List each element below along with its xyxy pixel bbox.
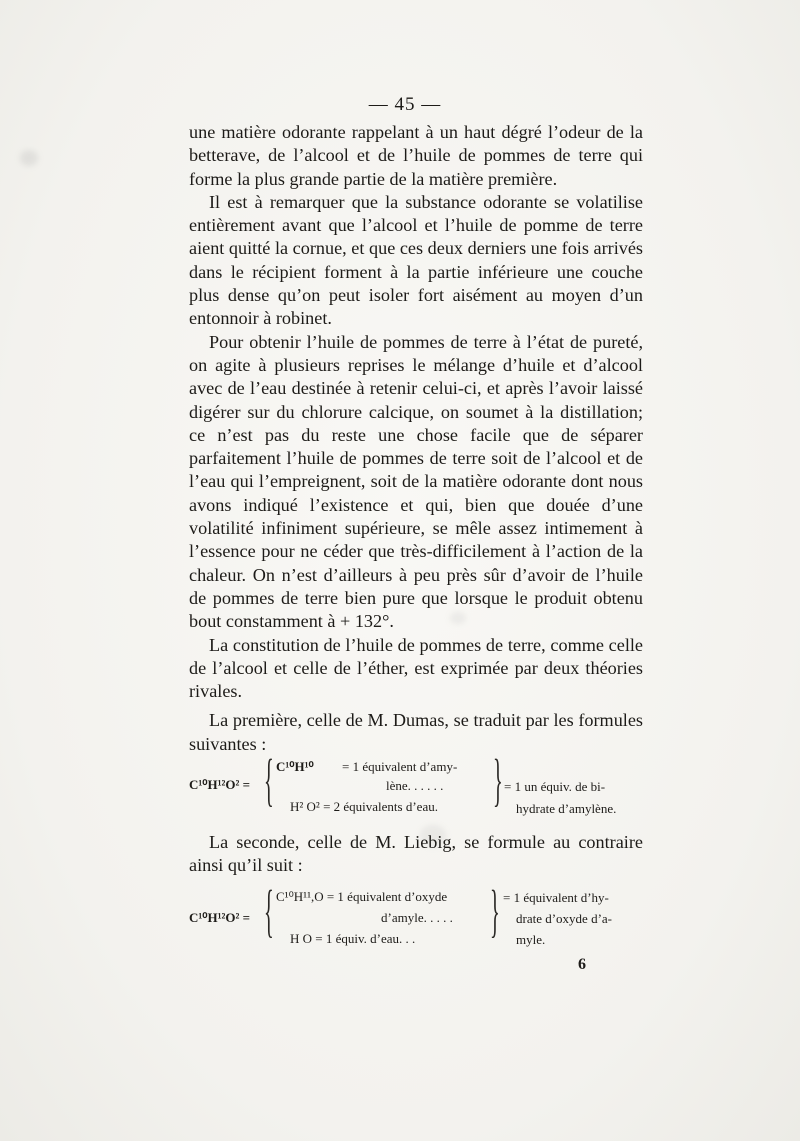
- formula-dumas-lhs: C¹⁰H¹²O² =: [189, 777, 251, 792]
- formula-dumas-row1-a: C¹⁰H¹⁰: [276, 759, 314, 774]
- paragraph-second: La seconde, celle de M. Liebig, se formule au contraire ainsi qu’il suit :: [189, 832, 643, 876]
- left-brace: {: [264, 747, 274, 812]
- formula-dumas-row2-b: lène. . . . . .: [386, 778, 444, 793]
- formula-liebig-lhs: C¹⁰H¹²O² =: [189, 910, 251, 925]
- formula-liebig-rhs3: myle.: [516, 932, 546, 947]
- paragraph-2: Il est à remarquer que la substance odorante se volatilise entièrement avant que l’alcool et l’huile de pomme de terre aient quitté la cornue, et que ces deux derniers une fois arrivés dans le récipient forment à la partie inférieure une couche plus dense qu’on peut isoler fort aisément au moyen d’un entonnoir à robinet.: [189, 191, 643, 329]
- right-brace: }: [490, 878, 500, 943]
- signature-mark: 6: [578, 956, 586, 973]
- formula-liebig-rhs2: drate d’oxyde d’a-: [516, 911, 613, 926]
- formula-liebig-row2: d’amyle. . . . .: [381, 910, 453, 925]
- formula-dumas-rhs1: = 1 un équiv. de bi-: [504, 779, 606, 794]
- left-brace: {: [264, 878, 274, 943]
- right-brace: }: [493, 747, 503, 812]
- formula-liebig-row3: H O = 1 équiv. d’eau. . .: [290, 931, 416, 946]
- paragraph-4: La constitution de l’huile de pommes de terre, comme celle de l’alcool et celle de l’éther, est exprimée par deux théories rivales.: [189, 634, 643, 702]
- formula-liebig-rhs1: = 1 équivalent d’hy-: [503, 890, 609, 905]
- paragraph-5: La première, celle de M. Dumas, se traduit par les formules suivantes :: [189, 710, 643, 754]
- paragraph-1: une matière odorante rappelant à un haut dégré l’odeur de la betterave, de l’alcool et de l’huile de pommes de terre qui forme la plus grande partie de la matière première.: [189, 122, 643, 189]
- formula-liebig-row1: C¹⁰H¹¹,O = 1 équivalent d’oxyde: [276, 889, 448, 904]
- formula-dumas-rhs2: hydrate d’amylène.: [516, 801, 617, 816]
- page-number: — 45 —: [368, 94, 442, 115]
- formula-dumas-row1-b: = 1 équivalent d’amy-: [342, 759, 458, 774]
- paragraph-3: Pour obtenir l’huile de pommes de terre à l’état de pureté, on agite à plusieurs reprises le mélange d’huile et d’alcool avec de l’eau destinée à retenir celui-ci, et après l’avoir laissé digérer sur du chlorure calcique, on soumet à la distillation; ce n’est pas du reste une chose facile que de séparer parfaitement l’huile de pommes de terre soit de l’alcool et de l’eau qui l’empreignent, soit de la matière odorante dont nous avons indiqué l’existence et qui, bien que douée d’une volatilité infiniment supérieure, se mêle assez intimement à l’essence pour ne céder que très-difficilement à l’action de la chaleur. On n’est d’ailleurs à peu près sûr d’avoir de l’huile de pommes de terre bien pure que lorsque le produit obtenu bout constamment à + 132°.: [189, 331, 643, 632]
- formula-dumas-row3: H² O² = 2 équivalents d’eau.: [290, 799, 438, 814]
